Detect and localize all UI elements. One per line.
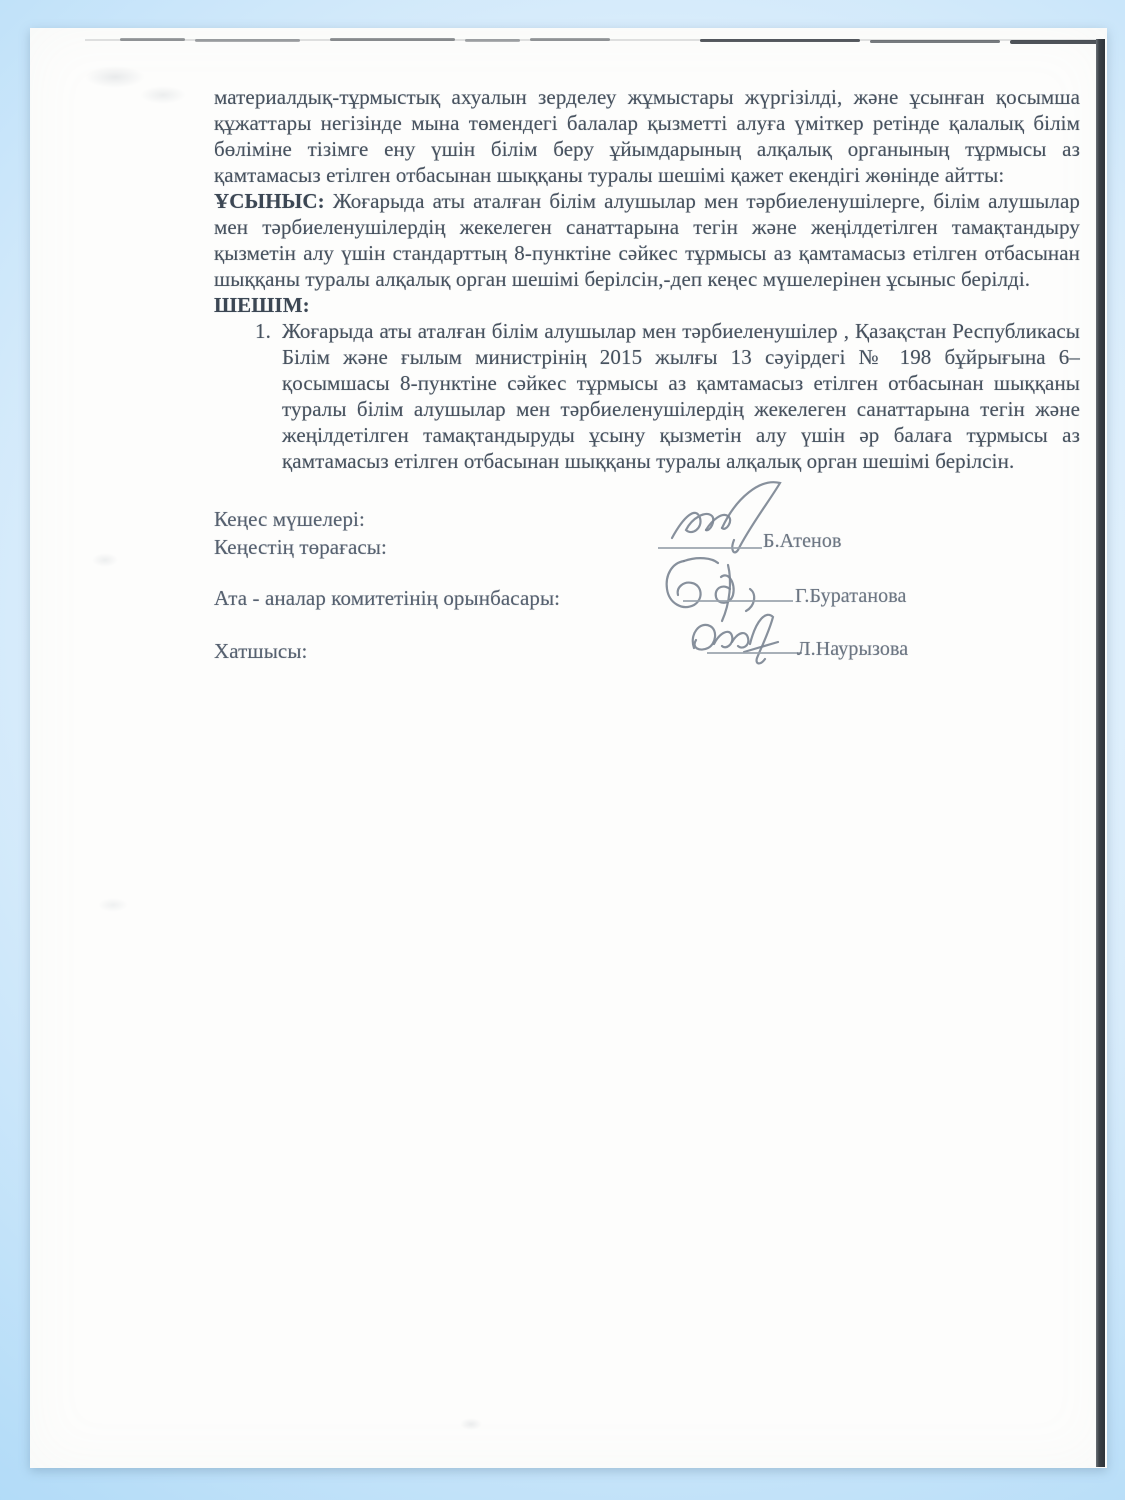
secretary-signature-line: [707, 652, 802, 654]
secretary-name: Л.Наурызова: [797, 638, 909, 660]
paragraph-usynys: [214, 188, 1080, 292]
sheshim-heading: ШЕШІМ:: [214, 293, 310, 317]
parents-committee-name: Г.Буратанова: [795, 585, 907, 607]
secretary-signature: [680, 604, 814, 668]
council-members-label: Кеңес мүшелері:: [214, 507, 365, 531]
usynys-label: ҰСЫНЫС:: [214, 189, 325, 213]
chairman-signature-line: [658, 547, 762, 549]
scan-artifact: [98, 898, 128, 912]
scan-line-segment: [195, 39, 300, 42]
parents-committee-signature-line: [683, 600, 793, 602]
parents-committee-label: Ата - аналар комитетінің орынбасары:: [214, 586, 561, 610]
chairman-name: Б.Атенов: [763, 530, 842, 552]
list-item-number: 1.: [255, 319, 271, 343]
list-item-text: Жоғарыда аты аталған білім алушылар мен тәрбиеленушілер , Қазақстан Республикасы Білім және ғылым министрінің 2015 жылғы 13 сәуірдегі № 198 бұйрығына 6–қосымшасы 8-пунктіне сәйкес тұрмысы аз қамтамасыз етілген отбасынан шыққаны туралы білім алушылар мен тәрбиеленушілердің жекелеген санаттарына тегін және жеңілдетілген тамақтандыруды ұсыну қызметін алу үшін әр балаға тұрмысы аз қамтамасыз етілген отбасынан шыққаны туралы алқалық орган шешімі берілсін.: [282, 319, 1080, 473]
usynys-text: Жоғарыда аты аталған білім алушылар мен тәрбиеленушілерге, білім алушылар мен тәрбиеленушілердің жекелеген санаттарына тегін және жеңілдетілген тамақтандыру қызметін алу үшін стандарттың 8-пунктіне сәйкес тұрмысы аз қамтамасыз етілген отбасынан шыққаны туралы алқалық орган шешімі берілсін,-деп кеңес мүшелерінен ұсыныс берілді.: [214, 189, 1080, 291]
chairman-label: Кеңестің төрағасы:: [214, 535, 387, 559]
scan-line-segment: [120, 38, 185, 41]
secretary-label: Хатшысы:: [214, 639, 308, 663]
document-content: [214, 84, 1080, 690]
paragraph-intro: материалдық-тұрмыстық ахуалын зерделеу жұмыстары жүргізілді, және ұсынған қосымша құжаттары негізінде мына төмендегі балалар қызметті алуға үміткер ретінде қалалық білім бөліміне тізімге ену үшін білім беру ұйымдарының алқалық органының тұрмысы аз қамтамасыз етілген отбасынан шыққаны туралы шешімі қажет екендігі жөнінде айтты:: [214, 85, 1080, 187]
scan-line-segment: [465, 39, 520, 42]
scan-line-segment: [1010, 40, 1105, 44]
scan-line-segment: [870, 40, 1000, 43]
scan-artifact: [140, 86, 186, 104]
scan-artifact: [460, 1418, 482, 1430]
scan-line-segment: [700, 39, 860, 42]
decision-list-item: [255, 318, 1080, 474]
signature-block: [214, 500, 1080, 690]
document-page: [30, 28, 1107, 1468]
scan-edge-artifact-right: [1096, 39, 1105, 1467]
scan-artifact: [85, 66, 145, 88]
scan-line-segment: [530, 38, 610, 41]
scan-line-segment: [330, 38, 455, 41]
scan-artifact: [92, 553, 118, 567]
